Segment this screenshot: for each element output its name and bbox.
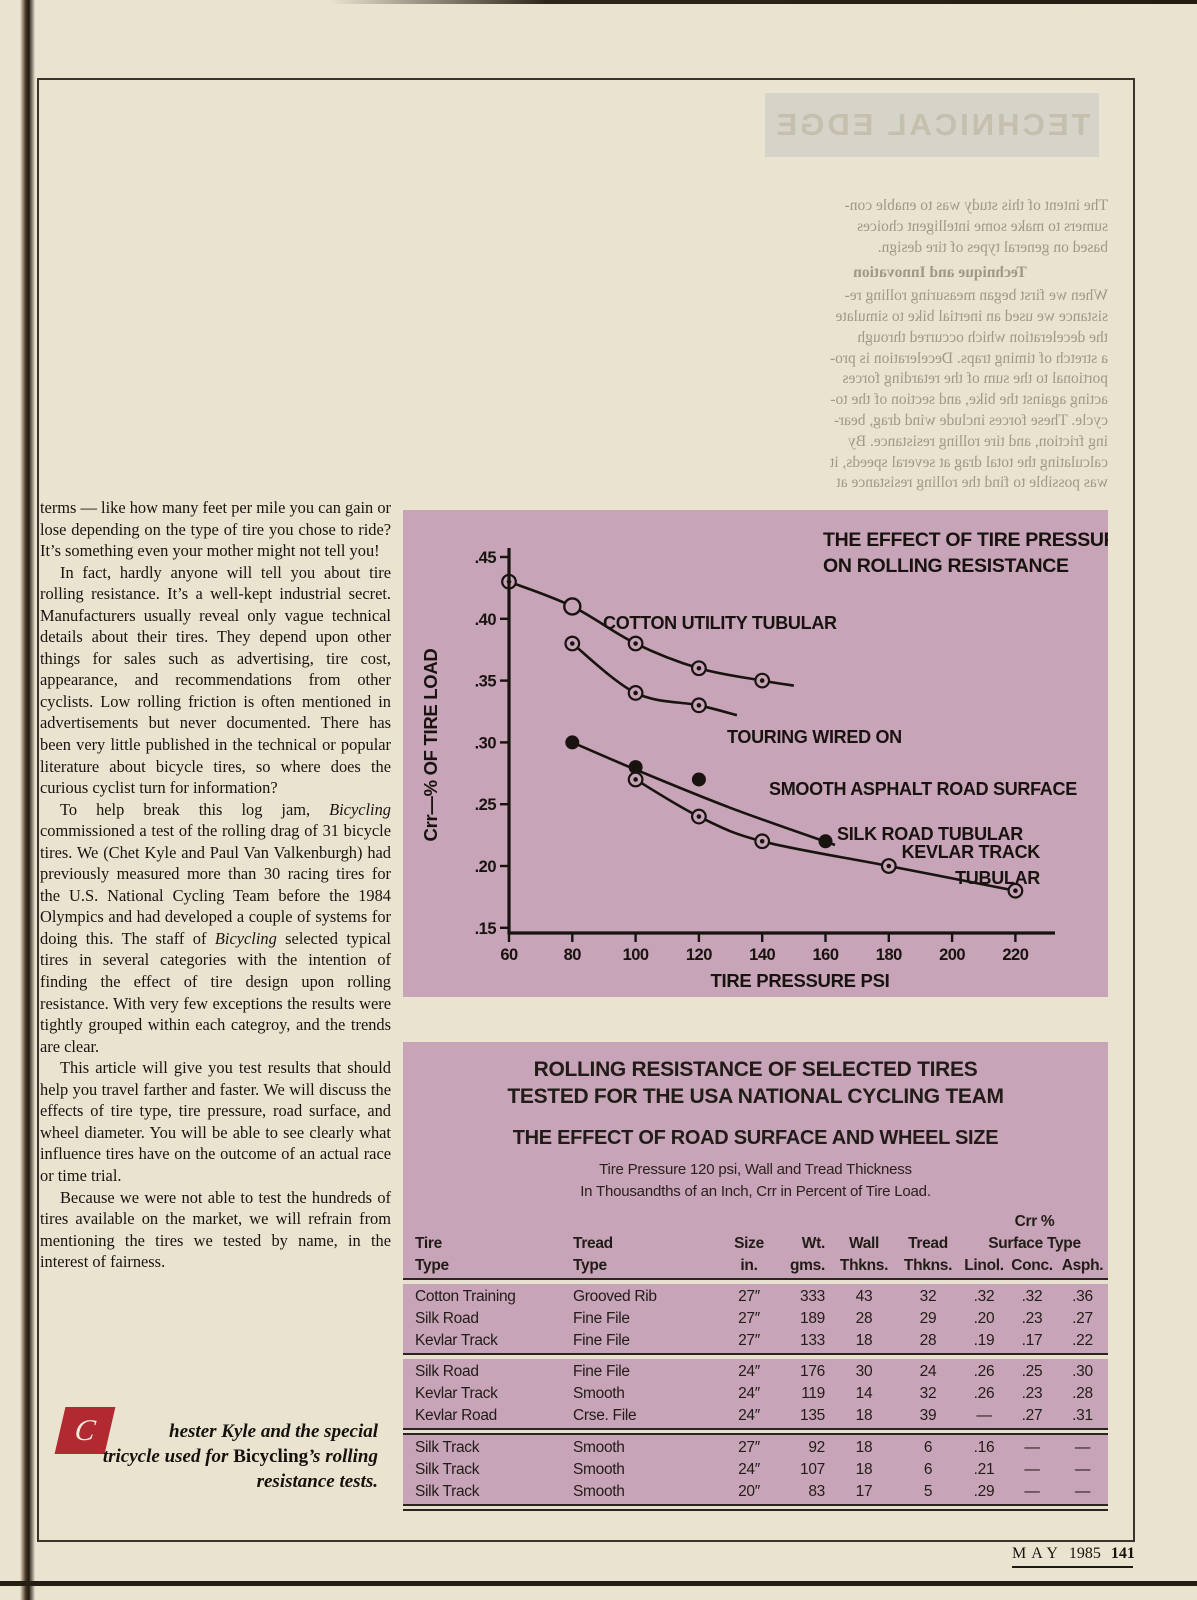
table-cell: 39 (919, 1407, 937, 1424)
text-segment: resistance tests. (256, 1471, 378, 1492)
ghost-line: Technique and Innovation (853, 264, 1027, 282)
table-cell: 6 (923, 1439, 933, 1456)
rolling-resistance-table-panel (403, 1042, 1108, 1508)
table-cell (895, 1211, 961, 1233)
table-cell: .31 (1072, 1407, 1093, 1424)
scan-edge-bottom (0, 1581, 1197, 1586)
table-cell: .27 (1021, 1407, 1043, 1424)
table-cell: 18 (855, 1439, 873, 1456)
ghost-line: portional to the sum of the retarding forces (842, 370, 1108, 388)
data-point-dot (760, 678, 765, 683)
data-point-filled (819, 834, 833, 848)
table-cell: .32 (973, 1288, 995, 1305)
ghost-line: calculating the total drag at several speeds, it (829, 453, 1108, 471)
table-cell: 28 (855, 1310, 873, 1327)
text-segment: hester Kyle and the special (169, 1421, 378, 1442)
table-cell: Grooved Rib (573, 1288, 657, 1305)
table-cell: Silk Road (415, 1363, 479, 1380)
table-cell: .16 (973, 1439, 995, 1456)
series-label: TUBULAR (955, 868, 1040, 888)
table-cell: 135 (800, 1407, 825, 1424)
column-header: Tread (908, 1235, 948, 1252)
table-note-line1: Tire Pressure 120 psi, Wall and Tread Thickness (599, 1161, 912, 1178)
table-row (403, 1459, 1108, 1481)
y-tick-label: .40 (474, 610, 496, 629)
table-cell: 107 (800, 1461, 825, 1478)
data-point-dot (697, 814, 702, 819)
table-row (403, 1308, 1108, 1330)
table-cell: 24″ (738, 1407, 760, 1424)
table-cell: 176 (800, 1363, 825, 1380)
table-cell: 18 (855, 1407, 873, 1424)
series-line-0 (509, 582, 794, 686)
data-point-dot (697, 703, 702, 708)
ghost-banner-text: TECHNICAL EDGE (773, 107, 1091, 142)
table-cell: 333 (800, 1288, 825, 1305)
table-cell: .26 (973, 1385, 995, 1402)
table-cell: 20″ (738, 1483, 760, 1500)
table-header-row2 (403, 1255, 1108, 1277)
data-point-dot (633, 641, 638, 646)
text-segment: terms — like how many feet per mile you can gain or lose depending on the type of tire you chose to ride? It’s something even your mother might not tell you! (40, 498, 391, 561)
ghost-line: a stretch of timing traps. Deceleration is pro- (829, 349, 1108, 367)
table-cell: Smooth (573, 1385, 625, 1402)
rolling-resistance-chart (403, 510, 1108, 997)
table-bottom-rule (403, 1504, 1108, 1511)
table-cell: Fine File (573, 1363, 630, 1380)
surface-type-header: Surface Type (988, 1235, 1081, 1252)
text-segment: selected typical tires in several categories with the intention of finding the effect of tire design upon rolling resistance. With very few exceptions the results were tightly grouped within each categroy, and the trends are clear. (40, 928, 391, 1056)
table-cell: — (976, 1407, 992, 1424)
ghost-line: When we first began measuring rolling re- (844, 287, 1108, 305)
data-point-dot (697, 666, 702, 671)
chart-annotation: SMOOTH ASPHALT ROAD SURFACE (769, 779, 1077, 799)
table-note-line2: In Thousandths of an Inch, Crr in Percent of Tire Load. (580, 1183, 931, 1200)
text-segment: To help break this log jam, (60, 799, 330, 819)
body-paragraph (40, 1057, 391, 1186)
table-cell: 24″ (738, 1385, 760, 1402)
table-cell: 28 (919, 1332, 937, 1349)
table-title-line2: TESTED FOR THE USA NATIONAL CYCLING TEAM (507, 1085, 1004, 1108)
data-point-filled (565, 735, 579, 749)
column-header: Asph. (1061, 1257, 1104, 1274)
table-cell: Kevlar Track (415, 1385, 498, 1402)
text-segment: ’s rolling (308, 1446, 378, 1467)
page-footer (1012, 1545, 1133, 1568)
table-header-crr (403, 1211, 1108, 1233)
table-cell: Smooth (573, 1439, 625, 1456)
table-cell: Fine File (573, 1332, 630, 1349)
x-tick-label: 120 (685, 946, 712, 964)
footer-month: MAY (1012, 1545, 1063, 1562)
table-cell: .23 (1021, 1310, 1043, 1327)
table-cell: 133 (800, 1332, 825, 1349)
table-title (403, 1042, 1108, 1110)
table-cell (415, 1211, 573, 1233)
x-tick-label: 140 (749, 946, 776, 964)
column-header: Type (573, 1257, 607, 1274)
table-cell (777, 1211, 833, 1233)
data-point-open (564, 598, 580, 614)
table-subtitle: THE EFFECT OF ROAD SURFACE AND WHEEL SIZE (512, 1127, 999, 1149)
ghost-line: The intent of this study was to enable con- (844, 197, 1108, 214)
x-tick-label: 220 (1002, 946, 1029, 964)
data-point-dot (570, 641, 575, 646)
column-header: Type (415, 1257, 449, 1274)
column-header: Wall (848, 1235, 880, 1252)
text-segment: This article will give you test results that should help you travel farther and faster. We will discuss the effects of tire type, tire pressure, road surface, and wheel diameter. You will be able to see clearly what influence tires have on the outcome of an actual race or time trial. (40, 1058, 391, 1185)
ghost-line: acting against the bike, and section of the to- (830, 391, 1108, 409)
y-tick-label: .35 (474, 672, 496, 691)
ghost-line: cycle. These forces include wind drag, bear- (834, 411, 1108, 429)
table-cell: 27″ (738, 1332, 760, 1349)
caption-line (76, 1444, 378, 1469)
table-row (403, 1481, 1108, 1503)
data-point-dot (760, 839, 765, 844)
y-tick-label: .45 (474, 549, 496, 567)
table-cell (573, 1211, 721, 1233)
y-axis-title: Crr—% OF TIRE LOAD (420, 648, 441, 842)
footer-year: 1985 (1068, 1545, 1101, 1562)
ghost-line: sumers to make some intelligent choices (857, 217, 1108, 235)
table-title-line1: ROLLING RESISTANCE OF SELECTED TIRES (533, 1058, 978, 1081)
table-header-row1 (403, 1233, 1108, 1255)
table-cell: 83 (808, 1483, 825, 1500)
table-row (403, 1330, 1108, 1352)
table-cell: 6 (923, 1461, 933, 1478)
table-cell: 17 (855, 1483, 873, 1500)
table-cell: Crse. File (573, 1407, 637, 1424)
table-cell: 32 (919, 1385, 937, 1402)
table-cell: 24″ (738, 1363, 760, 1380)
table-cell: — (1024, 1461, 1040, 1478)
table-cell: 18 (855, 1461, 873, 1478)
table-group-separator (403, 1353, 1108, 1359)
body-paragraph (40, 1187, 391, 1273)
table-cell: — (1024, 1483, 1040, 1500)
body-paragraph (40, 799, 391, 1058)
data-point-dot (633, 691, 638, 696)
table-cell: 92 (808, 1439, 825, 1456)
table-cell: .21 (973, 1461, 995, 1478)
table-cell: .26 (973, 1363, 995, 1380)
table-cell: .32 (1021, 1288, 1043, 1305)
table-cell: Cotton Training (415, 1288, 516, 1305)
caption-dropcap-letter: C (72, 1413, 98, 1447)
series-label: TOURING WIRED ON (727, 727, 902, 747)
table-cell: 119 (801, 1385, 825, 1402)
text-segment: tricycle used for (102, 1446, 234, 1467)
table-cell: 18 (855, 1332, 873, 1349)
data-point-dot (1013, 888, 1018, 893)
chart-title-line: ON ROLLING RESISTANCE (823, 555, 1069, 577)
x-tick-label: 100 (622, 946, 649, 964)
text-segment: Bicycling (329, 799, 391, 819)
ghost-line: sistance we used an inertial bike to simulate (835, 307, 1108, 325)
table-cell: .29 (973, 1483, 995, 1500)
photo-caption (76, 1419, 378, 1494)
table-cell: .25 (1021, 1363, 1043, 1380)
table-cell: Kevlar Road (415, 1407, 497, 1424)
table-cell: .23 (1021, 1385, 1043, 1402)
body-paragraph (40, 562, 391, 799)
table-cell: Fine File (573, 1310, 630, 1327)
table-cell: 189 (800, 1310, 825, 1327)
table-cell: Silk Track (415, 1483, 480, 1500)
data-point-filled (692, 772, 706, 786)
table-cell: 27″ (738, 1310, 760, 1327)
data-point-dot (887, 864, 892, 869)
column-header: Conc. (1011, 1257, 1053, 1274)
table-row (403, 1286, 1108, 1308)
column-header: Thkns. (903, 1257, 953, 1274)
y-tick-label: .20 (474, 858, 496, 876)
crr-percent-header: Crr % (1014, 1213, 1055, 1230)
table-cell: — (1074, 1483, 1091, 1500)
table-row (403, 1361, 1108, 1383)
article-column (40, 497, 391, 1273)
table-cell: 24″ (738, 1461, 760, 1478)
column-header: Wt. (801, 1235, 825, 1252)
body-paragraph (40, 497, 391, 562)
x-axis-title: TIRE PRESSURE PSI (710, 970, 890, 991)
table-cell: Silk Track (415, 1461, 480, 1478)
ghost-line: was possible to find the rolling resistance at (836, 474, 1108, 492)
x-tick-label: 180 (875, 946, 902, 964)
series-label: SILK ROAD TUBULAR (837, 824, 1023, 844)
table-cell: Silk Road (415, 1310, 479, 1327)
column-header: Thkns. (839, 1257, 889, 1274)
column-header: Linol. (964, 1257, 1004, 1274)
data-point-dot (633, 777, 638, 782)
table-cell: — (1024, 1439, 1040, 1456)
table-row (403, 1405, 1108, 1427)
table-group-separator (403, 1428, 1108, 1435)
table-cell: — (1074, 1439, 1091, 1456)
y-tick-label: .15 (474, 919, 496, 938)
table-cell: Kevlar Track (415, 1332, 498, 1349)
ghost-line: the deceleration which occurred through (857, 328, 1108, 346)
tire-pressure-chart-panel (403, 510, 1108, 997)
text-segment: Bicycling (233, 1446, 309, 1467)
table-cell: 27″ (738, 1439, 760, 1456)
text-segment: Bicycling (214, 928, 277, 948)
table-cell: 5 (923, 1483, 933, 1500)
data-table (403, 1211, 1108, 1511)
table-cell: — (1074, 1461, 1091, 1478)
table-cell: Silk Track (415, 1439, 480, 1456)
table-row (403, 1383, 1108, 1405)
table-cell: 14 (855, 1385, 873, 1402)
ghost-banner (765, 93, 1099, 157)
series-line-1 (572, 644, 737, 716)
table-cell: 24 (919, 1363, 937, 1380)
table-cell: 30 (855, 1363, 873, 1380)
chart-title-line: THE EFFECT OF TIRE PRESSURE (823, 529, 1108, 551)
table-cell: 32 (919, 1288, 937, 1305)
column-header: in. (740, 1257, 758, 1274)
series-label: COTTON UTILITY TUBULAR (603, 613, 837, 633)
caption-line (76, 1419, 378, 1444)
table-cell: .28 (1072, 1385, 1093, 1402)
table-row (403, 1437, 1108, 1459)
table-group-separator (403, 1278, 1108, 1284)
table-cell: .22 (1072, 1332, 1093, 1349)
table-cell: .17 (1021, 1332, 1043, 1349)
table-cell: .20 (973, 1310, 995, 1327)
footer-page-number: 141 (1110, 1545, 1135, 1562)
table-cell (721, 1211, 777, 1233)
table-cell: .36 (1072, 1288, 1093, 1305)
table-cell: .27 (1072, 1310, 1093, 1327)
table-cell: Smooth (573, 1483, 625, 1500)
table-cell: .30 (1072, 1363, 1093, 1380)
page-gutter-shadow (20, 0, 36, 1600)
table-cell: Smooth (573, 1461, 625, 1478)
table-cell (833, 1211, 895, 1233)
ghost-line: based on general types of tire design. (877, 238, 1108, 256)
column-header: Tire (415, 1235, 442, 1252)
text-segment: In fact, hardly anyone will tell you about tire rolling resistance. It’s a well-kept industrial secret. Manufacturers usually reveal only vague technical details about their tires. They depend upon other things for sales such as advertising, tire cost, appearance, and recommendations from other cyclists. Low rolling friction is often mentioned in advertisements but never documented. There has been very little published in the technical or popular literature about bicycle tires, so where does the curious cyclist turn for information? (40, 562, 391, 798)
text-segment: commissioned a test of the rolling drag of 31 bicycle tires. We (Chet Kyle and Paul Van Valkenburgh) had previously measured more than 30 racing tires for the U.S. National Cycling Team before the 1984 Olympics and had developed a couple of systems for doing this. The staff of (40, 821, 391, 948)
table-cell: 29 (919, 1310, 937, 1327)
x-tick-label: 160 (812, 946, 839, 964)
x-tick-label: 80 (563, 946, 581, 964)
y-tick-label: .25 (474, 796, 496, 815)
x-tick-label: 200 (939, 946, 966, 964)
table-cell: 43 (855, 1288, 873, 1305)
ghost-line: ing friction, and tire rolling resistance. By (848, 432, 1108, 450)
scan-edge-top (330, 0, 1197, 4)
column-header: gms. (790, 1257, 825, 1274)
column-header: Size (734, 1235, 764, 1252)
table-note (403, 1159, 1108, 1203)
ghost-showthrough-text (772, 196, 1108, 494)
x-tick-label: 60 (500, 946, 518, 964)
text-segment: Because we were not able to test the hundreds of tires available on the market, we will refrain from mentioning the tires we tested by name, in the interest of fairness. (40, 1187, 391, 1272)
caption-line (76, 1469, 378, 1494)
y-tick-label: .30 (474, 734, 496, 753)
series-label: KEVLAR TRACK (901, 842, 1040, 862)
table-cell: 27″ (738, 1288, 760, 1305)
column-header: Tread (573, 1235, 613, 1252)
table-cell: .19 (973, 1332, 995, 1349)
